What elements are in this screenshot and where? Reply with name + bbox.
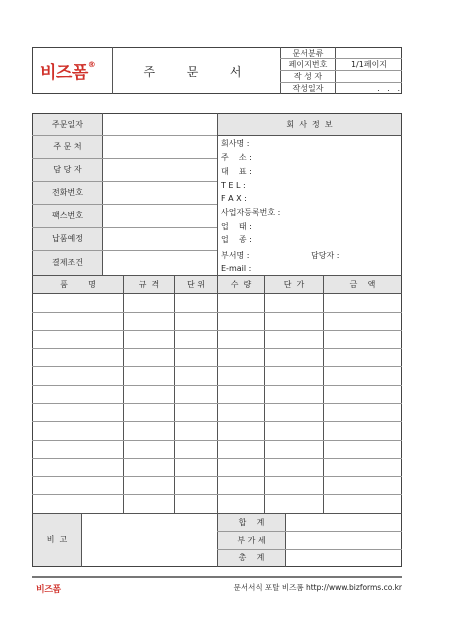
field-order-date[interactable]: [103, 114, 217, 135]
table-row[interactable]: [33, 477, 401, 494]
company-field-business-type: 업 태 :: [221, 222, 252, 231]
company-field-email: E-mail :: [221, 264, 252, 273]
meta-label-author: 작 성 자: [293, 71, 323, 81]
table-row[interactable]: [33, 349, 401, 366]
company-field-contact: 담당자 :: [311, 251, 340, 260]
table-row[interactable]: [33, 313, 401, 330]
table-row[interactable]: [33, 441, 401, 458]
field-delivery-date[interactable]: [103, 228, 217, 250]
label-phone: 전화번호: [52, 188, 83, 197]
summary-label-grand-total: 총 계: [238, 553, 265, 562]
table-row[interactable]: [33, 331, 401, 348]
summary-label-vat: 부 가 세: [237, 535, 266, 545]
company-field-fax: F A X :: [221, 194, 247, 203]
column-header-item: 품 명: [60, 279, 96, 289]
remarks-field[interactable]: [82, 514, 217, 566]
label-delivery-date: 납품예정: [52, 234, 83, 243]
company-field-address: 주 소 :: [221, 153, 252, 162]
footer-text[interactable]: 문서서식 포탈 비즈폼 http://www.bizforms.co.kr: [233, 583, 402, 592]
meta-value-category[interactable]: [336, 48, 402, 59]
column-header-spec: 규 격: [138, 279, 160, 289]
column-header-unit-price: 단 가: [283, 279, 305, 289]
company-info-title: 회 사 정 보: [286, 119, 333, 129]
meta-value-date[interactable]: . . .: [377, 83, 400, 93]
summary-value-vat[interactable]: [286, 532, 401, 549]
table-row[interactable]: [33, 422, 401, 440]
footer-logo: 비즈폼: [36, 585, 61, 595]
logo-text: 비즈폼: [40, 62, 88, 83]
table-row[interactable]: [33, 404, 401, 421]
summary-value-total[interactable]: [286, 514, 401, 531]
company-field-tel: T E L :: [221, 181, 246, 190]
label-fax: 팩스번호: [52, 211, 83, 220]
column-header-unit: 단 위: [187, 279, 205, 289]
field-payment-terms[interactable]: [103, 251, 217, 275]
company-field-name: 회사명 :: [221, 139, 250, 148]
table-row[interactable]: [33, 495, 401, 513]
registered-mark: ®: [87, 60, 96, 69]
meta-value-page[interactable]: 1/1페이지: [350, 59, 388, 69]
label-order-date: 주문일자: [52, 119, 83, 129]
remarks-label: 비 고: [46, 535, 68, 544]
company-field-department: 부서명 :: [221, 251, 250, 260]
meta-label-date: 작성일자: [292, 83, 324, 93]
label-order-client: 주 문 처: [53, 142, 82, 151]
column-header-quantity: 수 량: [230, 279, 252, 289]
meta-label-page: 페이지번호: [288, 59, 328, 69]
label-contact-person: 담 당 자: [53, 165, 82, 174]
summary-value-grand-total[interactable]: [286, 550, 401, 566]
column-header-amount: 금 액: [349, 279, 376, 289]
table-row[interactable]: [33, 459, 401, 476]
company-field-ceo: 대 표 :: [221, 167, 252, 176]
meta-value-author[interactable]: [336, 71, 402, 82]
table-row[interactable]: [33, 367, 401, 385]
field-fax[interactable]: [103, 205, 217, 227]
company-field-business-number: 사업자등록번호 :: [221, 208, 281, 217]
summary-label-total: 합 계: [238, 517, 265, 527]
field-contact-person[interactable]: [103, 159, 217, 181]
label-payment-terms: 결제조건: [52, 258, 83, 267]
field-order-client[interactable]: [103, 136, 217, 158]
meta-label-category: 문서분류: [292, 48, 324, 58]
brand-logo: [40, 58, 95, 82]
table-row[interactable]: [33, 386, 401, 403]
footer-rule: [32, 576, 402, 578]
field-phone[interactable]: [103, 182, 217, 204]
document-title: 주 문 서: [143, 64, 250, 79]
table-row[interactable]: [33, 294, 401, 312]
company-field-business-category: 업 종 :: [221, 235, 252, 244]
